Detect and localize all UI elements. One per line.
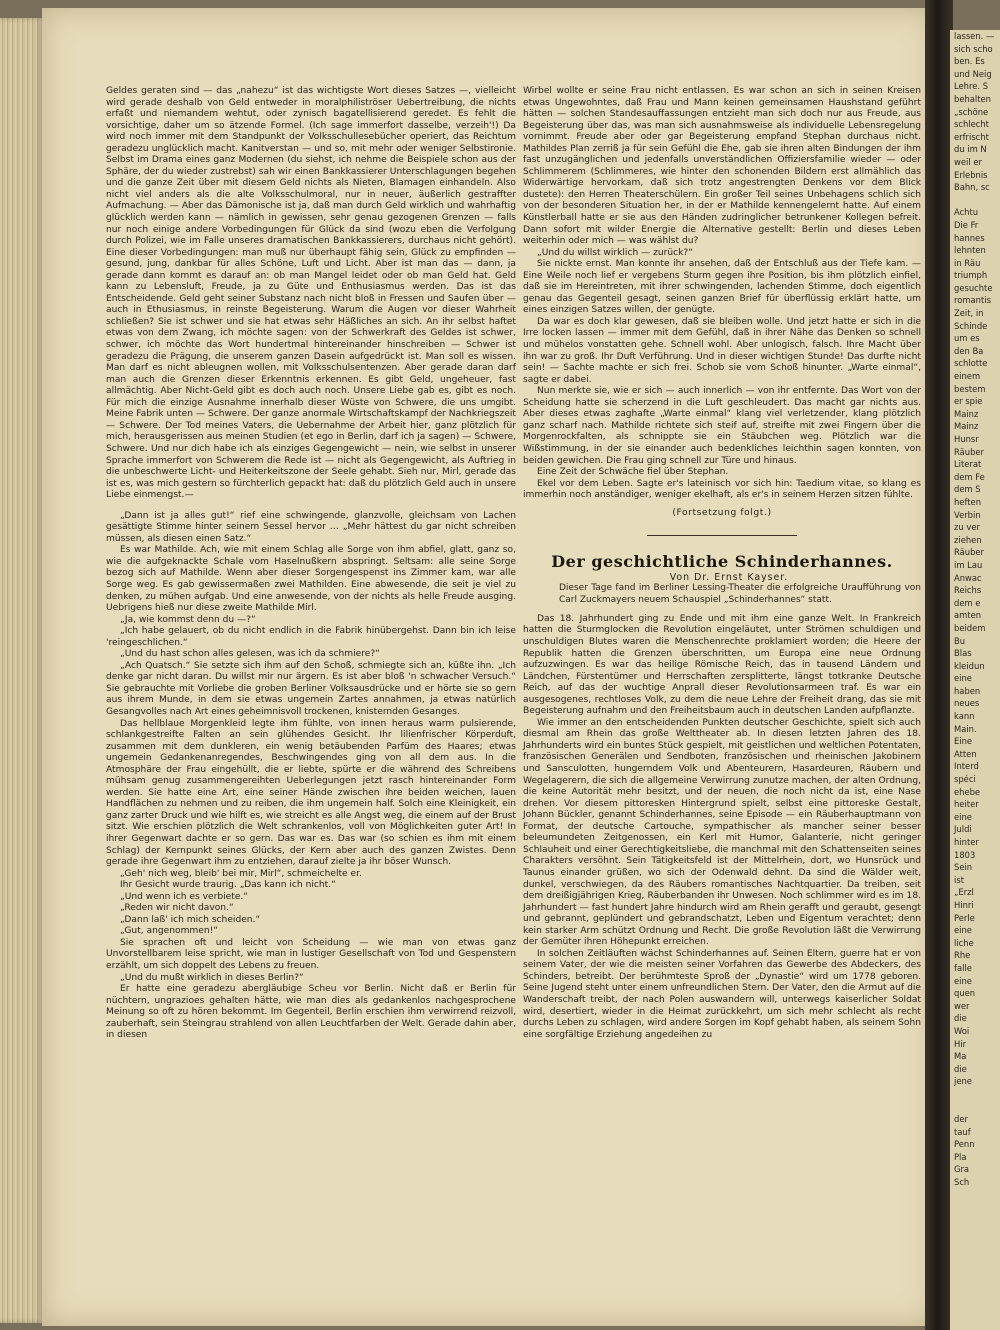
paragraph: „Dann ist ja alles gut!“ rief eine schwingende, glanzvolle, gleichsam von Lachen gesättigte Stimme hinter seinem Sessel hervor … „Mehr hättest du gar nicht schreiben müssen, als diesen einen Satz.“ <box>106 510 516 544</box>
next-page-line: Die Fr <box>954 219 979 230</box>
next-page-line: eine <box>954 925 972 936</box>
next-page-line: Blas <box>954 648 972 659</box>
right-column <box>523 86 921 1041</box>
next-page-line: dem Fe <box>954 471 985 482</box>
next-page-line: heften <box>954 496 982 507</box>
section-divider <box>647 535 797 536</box>
next-page-line: die <box>954 1063 967 1074</box>
next-page-line: quen <box>954 988 976 999</box>
next-page-line: Woi <box>954 1025 970 1036</box>
paragraph: „Dann laß' ich mich scheiden.“ <box>120 914 261 925</box>
article-title: Der geschichtliche Schinderhannes. <box>551 552 893 572</box>
next-page-line: Perle <box>954 912 975 923</box>
next-page-line: schlotte <box>954 358 988 369</box>
next-page-line: lassen. — <box>954 31 995 41</box>
paragraph: Sie sprachen oft und leicht von Scheidung — wie man von etwas ganz Unvorstellbarem leise spricht, wie man in lustiger Gesellschaft von Tod und Gespenstern erzählt, um sich doppelt des Lebens zu freuen. <box>106 937 516 972</box>
next-page-line: „Erzl <box>954 887 974 898</box>
next-page-line: den Ba <box>954 345 984 356</box>
paragraph: Wie immer an den entscheidenden Punkten deutscher Geschichte, spielt sich auch diesmal am Rhein das große Welttheater ab. In diesen letzten Jahren des 18. Jahrhunderts wird ein buntes Stück gespielt, mit geistlichen und weltlichen Potentaten, französischen Generälen und Sendboten, französischen und rheinischen Jakobinern und Sansculotten, hungerndem Volk und Abenteurern, Hasardeuren, Räubern und Wegelagerern, die sich die allgemeine Verwirrung zunutze machen, der alten Ordnung, die keine Autorität mehr besitzt, und der neuen, die noch nicht da ist, eine Nase drehen. Vor diesem pittoresken Hintergrund spielt, selbst eine pittoreske Gestalt, Johann Bückler, genannt Schinderhannes, seine Episode — ein Räuberhauptmann von Format, der deutsche Cartouche, sympathischer als mancher seiner besser beleumundeten Zeitgenossen, ein Kerl mit Humor, Galanterie, nicht geringer Schlauheit und einer Gerechtigkeitsliebe, die manchmal mit den Schattenseiten seines Charakters versöhnt. Sein Tätigkeitsfeld ist der Mittelrhein, dort, wo Hunsrück und Taunus einander grüßen, wo sich der Odenwald dehnt. Da sind die Wälder weit, dunkel, verschwiegen, da des Räubers romantisches Nachtquartier. Da treiben, seit dem dreißigjährigen Krieg, Räuberbanden ihr Unwesen. Noch schlimmer wird es im 18. Jahrhundert — fast hundert Jahre hindurch wird am Rhein gerafft und geraubt, gesengt und gebrannt, geplündert und gebrandschatzt, Leben und Eigentum verachtet; denn kein starker Arm schützt Ordnung und Recht. Die große Revolution läßt die Verwirrung der Gemüter ihren Höhepunkt erreichen. <box>523 717 921 948</box>
next-page-line: tauf <box>954 1126 971 1137</box>
next-page-line: dem S <box>954 484 981 495</box>
next-page-line: hannes <box>954 232 985 243</box>
next-page-line <box>950 1088 1000 1101</box>
next-page-line: kleidun <box>954 660 985 671</box>
next-page-line: zu ver <box>954 522 980 533</box>
next-page-line: Ma <box>954 1051 967 1062</box>
next-page-line: ben. Es <box>954 56 985 67</box>
next-page-line: eine <box>954 975 972 986</box>
next-page-line: Hinri <box>954 899 974 910</box>
paragraph: In solchen Zeitläuften wächst Schinderhannes auf. Seinen Eltern, guerre hat er von seinem Vater, der wie die meisten seiner Vorfahren das Gewerbe des Abdeckers, des Schinders, betreibt. Der berühmteste Sproß der „Dynastie“ wird um 1778 geboren. Seine Jugend steht unter einem unfreundlichen Stern. Der Vater, den die Armut auf die Wanderschaft treibt, der nach Polen auswandern will, unterwegs kaiserlicher Soldat wird, desertiert, wieder in die Heimat zurückkehrt, um sich mehr schlecht als recht durchs Leben zu schlagen, wird andere Sorgen im Kopf gehabt haben, als seinem Sohn eine sorgfältige Erziehung angedeihen zu <box>523 948 921 1040</box>
paragraph: „Gut, angenommen!“ <box>120 926 219 937</box>
next-page-line: heiter <box>954 799 979 810</box>
next-page-line: Anwac <box>954 572 982 583</box>
next-page-line: amten <box>954 610 982 621</box>
next-page-line: Mainz <box>954 421 979 432</box>
book-gutter <box>925 0 953 1330</box>
next-page-line: haben <box>954 685 981 696</box>
next-page-line: Pla <box>954 1151 967 1162</box>
paragraph: Sie nickte ernst. Man konnte ihr ansehen, daß der Entschluß aus der Tiefe kam. — Eine Weile noch lief er vergebens Sturm gegen ihre Position, bis ihm plötzlich einfiel, daß sie im Hereintreten, mit ihrer schwingenden, lachenden Stimme, doch eigentlich genau das Gegenteil gesagt, seinen ganzen Brief für überflüssig erklärt hatte, um eines einzigen Satzes willen, der genügte. <box>523 259 921 316</box>
next-page-line: romantis <box>954 295 991 306</box>
next-page-line: dem e <box>954 597 981 608</box>
paragraph: Er hatte eine geradezu abergläubige Scheu vor Berlin. Nicht daß er Berlin für nüchtern, ungrazioes gehalten hätte, wie man dies als gedankenlos nachgesprochene Meinung so oft zu hören bekommt. Im Gegenteil, Berlin erschien ihm verwirrend reizvoll, zauberhaft, sein Steingrau strahlend von allen Leuchtfarben der Welt. Gerade dahin aber, in diesen <box>106 984 516 1041</box>
paragraph: „Ach Quatsch.“ Sie setzte sich ihm auf den Schoß, schmiegte sich an, küßte ihn. „Ich denke gar nicht daran. Du willst mir nur ärgern. Es ist aber bloß 'n schwacher Versuch.“ Sie gebrauchte mit Vorliebe die groben Berliner Volksausdrücke und er hörte sie so gern aus ihrem Munde, in dem sie etwas ungemein Zartes annahmen, ja etwas natürlich Gesangvolles nach Art eines geheimnisvoll trockenen, knisternden Gesanges. <box>106 660 516 717</box>
next-page-line: beidem <box>954 622 986 633</box>
next-page-line: Main. <box>954 723 977 734</box>
next-page-line: Sch <box>954 1177 970 1188</box>
next-page-line <box>950 194 1000 207</box>
paragraph: „Geh' nich weg, bleib' bei mir, Mirl“, schmeichelte er. <box>120 868 362 879</box>
next-page-line: Reichs <box>954 585 982 596</box>
next-page-line: Bahn, sc <box>954 182 990 193</box>
next-page-line: Schinde <box>954 320 988 331</box>
next-page-line: liche <box>954 937 974 948</box>
next-page-line: gesuchte <box>954 282 993 293</box>
next-page-line <box>950 1100 1000 1113</box>
next-page-line: hinter <box>954 837 979 847</box>
paragraph: „Und wenn ich es verbiete.“ <box>120 891 249 902</box>
paragraph: Geldes geraten sind — das „nahezu“ ist das wichtigste Wort dieses Satzes —, vielleicht wird gerade deshalb von Geld entweder in moralphiliströser Uebertreibung, die nichts erfaßt und niemandem wehtut, oder zynisch bagatellisierend geredet. Es fehlt die vorsichtige, daher um so ätzende Formel. (Ich sage immerfort dasselbe, verzeih'!) Da wird noch immer mit dem Standpunkt der Volksschullesebücher operiert, das Reichtum geradezu unglücklich macht. Kanitverstan — und so, mit mehr oder weniger Selbstironie. Selbst im Drama eines ganz Modernen (du siehst, ich nehme die Beispiele schon aus der Sphäre, der du wieder zustrebst) sah wir einen Bankkassierer Unterschlagungen begehen und die ganze Zeit über mit diesem Geld nichts als Nieten, Blamagen einhandeln. Also nicht viel anders als die alte Volksschulmoral, nur in neuer, äußerlich gestraffter Aufmachung. — Aber das Dämonische ist ja, daß man durch Geld wirklich und wahrhaftig glücklich werden kann — nämlich in gewissen, sehr genau gezogenen Grenzen — falls nur noch einige andere Vorbedingungen für Glück da sind (wozu eben die Verfolgung durch Polizei, wie im Falle unseres dramatischen Bankkassierers, durchaus nicht gehört). Eine dieser Vorbedingungen: man muß nur überhaupt fähig sein, Glück zu empfinden — gesund, jung, dankbar für alles Schöne, Luft und Licht. Aber ist man das — dann, ja gerade dann kommt es darauf an: ob man Mangel leidet oder ob man Geld hat. Geld kann zu Lebensluft, Freude, ja zu Güte und Enthusiasmus werden. Das ist das Entscheidende. Geld geht seiner Substanz nach nicht bloß in Fressen und Saufen über — auch in Ethusiasmus, in reinste Begeisterung. Warum die Augen vor dieser Wahrheit schließen? Sie ist schwer und sie hat etwas sehr Häßliches an sich. An ihr selbst haftet etwas von dem Zwang, ich möchte sagen: von der Schwerkraft des Geldes ist schwer, schwer, ich möchte das Wort hundertmal hintereinander hinschreiben — Schwer ist geradezu die Prägung, die unserem ganzen Dasein aufgedrückt ist. Man soll es wissen. Man darf es nicht ableugnen wollen, mit Volksschulsentenzen. Aber gerade daran darf man auch die Grenzen dieser Erkenntnis erkennen. Es gibt Geld, ungeheuer, fast allmächtig. Aber Nicht-Geld gibt es doch auch noch. Unsere Liebe gab es, gibt es noch. Für mich die einzige Ausnahme innerhalb dieser Wüste von Schwere, die uns umgibt. Meine Fabrik unten — Schwere. Der ganze anormale Wirtschaftskampf der Nachkriegszeit — Schwere. Der Tod meines Vaters, die Uebernahme der Arbeit hier, ganz plötzlich für mich, herausgerissen aus meinen Studien (et ego in Berlin, darf ich ja sagen) — Schwere, Schwere. Und nur dich habe ich als einziges Gegengewicht — nein, wie selbst in unserer Sprache immerfort von Schwerem die Rede ist — nicht als Gegengewicht, als Auftrieg in die unbeschwerte Licht- und Heiterkeitszone der Seele gehabt. Sieh nur, Mirl, gerade das ist es, was mich gestern so fürchterlich gepackt hat: daß du plötzlich Geld auch in unsere Liebe einmengst.— <box>106 86 516 501</box>
next-page-fragment <box>950 30 1000 1330</box>
continuation-note: (Fortsetzung folgt.) <box>672 507 772 518</box>
left-column <box>106 86 516 1042</box>
next-page-line: und Neig <box>954 68 992 79</box>
page-edges <box>0 18 44 1323</box>
paragraph: Es war Mathilde. Ach, wie mit einem Schlag alle Sorge von ihm abfiel, glatt, ganz so, wie die aufgeknackte Schale vom Haselnußkern abspringt. Seltsam: alle seine Sorge bezog sich auf Mathilde. Wenn aber dieser Sorgengespenst ins Zimmer kam, war alle Sorge weg. Es gab gewissermaßen zwei Mathilden. Eine abwesende, die seit je viel zu denken, zu mühen aufgab. Und eine anwesende, von der nichts als helle Freude ausging. Uebrigens hieß nur diese zweite Mathilde Mirl. <box>106 545 516 614</box>
next-page-line: du im N <box>954 144 987 155</box>
next-page-line: weil er <box>954 156 982 167</box>
next-page-line: Räuber <box>954 446 984 457</box>
article-byline: Von Dr. Ernst Kayser. <box>669 571 789 583</box>
next-page-line: ist <box>954 874 964 885</box>
next-page-line: Erlebnis <box>954 169 988 180</box>
next-page-line: einem <box>954 371 981 382</box>
next-page-line: jene <box>954 1076 972 1087</box>
paragraph: Ihr Gesicht wurde traurig. „Das kann ich nicht.“ <box>120 880 336 891</box>
next-page-line: erfrischt <box>954 131 989 142</box>
next-page-line: Hir <box>954 1038 967 1049</box>
next-page-line: Hunsr <box>954 434 979 444</box>
paragraph: Das 18. Jahrhundert ging zu Ende und mit ihm eine ganze Welt. In Frankreich hatten die Sturmglocken die Revolution eingeläutet, unter Strömen schuldigen und unschuldigen Blutes waren die Menschenrechte proklamiert worden; die Heere der Republik hatten die Grenzen überschritten, um Europa eine neue Ordnung aufzuzwingen. Es war das heilige Römische Reich, das in tausend Ländern und Ländchen, Fürstentümer und Herrschaften zersplitterte, längst totkranke Deutsche Reich, auf das der wuchtige Anprall dieser Revolutionsarmeen traf. Es war ein ausgesogenes, rechtloses Volk, zu dem die neue Lehre der Freiheit drang, das sie mit Begeisterung aufnahm und den Freiheitsbaum auch in deutschen Landen aufpflanzte. <box>523 613 921 717</box>
next-page-line: lehnten <box>954 245 986 256</box>
next-page-line: Juldi <box>954 824 972 835</box>
next-page-line: kann <box>954 711 975 722</box>
next-page-line: schlecht <box>954 119 989 130</box>
next-page-line: Bu <box>954 635 966 646</box>
next-page-line: eine <box>954 673 972 684</box>
next-page-line: Interd <box>954 761 979 772</box>
next-page-line: eine <box>954 811 972 822</box>
next-page-line: ehebe <box>954 786 981 797</box>
paragraph: „Und du mußt wirklich in dieses Berlin?“ <box>120 972 304 983</box>
paragraph: Eine Zeit der Schwäche fiel über Stephan. <box>537 467 729 478</box>
paragraph: „Reden wir nicht davon.“ <box>120 903 234 914</box>
next-page-line: er spie <box>954 396 983 407</box>
next-page-line: ziehen <box>954 534 982 545</box>
next-page-line: im Lau <box>954 559 983 570</box>
paragraph: „Ich habe gelauert, ob du nicht endlich in die Fabrik hinübergehst. Dann bin ich leise 'reingeschlichen.“ <box>106 626 516 648</box>
next-page-line: Atten <box>954 748 977 759</box>
next-page-line: Penn <box>954 1139 975 1150</box>
paragraph: „Und du willst wirklich — zurück?“ <box>537 247 693 258</box>
next-page-line: triumph <box>954 270 988 281</box>
paragraph: „Und du hast schon alles gelesen, was ich da schmiere?“ <box>120 649 380 660</box>
next-page-line: Verbin <box>954 509 981 520</box>
next-page-line: Zeit, in <box>954 308 984 319</box>
next-page-line: in Räu <box>954 257 981 268</box>
paragraph: Wirbel wollte er seine Frau nicht entlassen. Es war schon an sich in seinen Kreisen etwas Ungewohntes, daß Frau und Mann keinen gemeinsamen Haushstand geführt hätten — solchen Standesauffassungen entzieht man sich doch nur aus Freude, aus Begeisterung über das, was man sich ausnahmsweise als individuelle Lebensregelung vornimmt. Freude aber oder gar Begeisterung empfand Stephan durchaus nicht. Mathildes Plan zerriß ja für sein Gefühl die Ehe, gab sie ihren alten Bindungen der ihm fast unzugänglichen und jedenfalls unverständlichen Offiziersfamilie wieder — oder Schlimmerem (Schlimmeres, wie hinter den schonenden Bildern erst allmählich das Widerwärtige hervorkam, daß sich trotz angestrengten Denkens vor dem Blick dustete): den Herren Theaterschülern. Ein großer Teil seines Unbehagens schlich sich von der besonderen Situation her, in der er Mathilde kennengelernt hatte. Auf einem Künstlerball hatte er sie aus den Händen zudringlicher betrunkener Kollegen befreit. Dann sofort mit wilder Energie die Alternative gestellt: Berlin und dieses Leben weiterhin oder mich — was wählst du? <box>523 86 921 247</box>
next-page-line: behalten <box>954 93 991 104</box>
paragraph: Das hellblaue Morgenkleid legte ihm fühlte, von innen heraus warm pulsierende, schlankgestreifte Falten an sein glühendes Gesicht. Ihr lilienfrischer Körperduft, zusammen mit dem dunkleren, ein wenig betäubenden Parfüm des Haares; etwas ungemein Gedankenanregendes, Beschwingendes ging von all dem aus. In die Atmosphäre der Frau eingehüllt, die er liebte, spürte er die während des Schreibens mühsam genug zusammengereihten Ueberlegungen jetzt rasch hintereinander Form werden. Sie hatte eine Art, eine seiner Hände zwischen ihre beiden weichen, lauen Handflächen zu nehmen und zu reiben, die ihm ungemein half. Solch eine Kleinigkeit, ein ganz zarter Druck und wie hilft es, wie streicht es alle Angst weg, die einem auf der Brust sitzt. Wie erschien plötzlich die Welt schrankenlos, voll von Möglichkeiten guter Art! In ihrer Gegenwart dachte er so gern. Das war es. Das war (so schien es ihm mit einem Schlag) der Kernpunkt seines Glücks, der Kern aber auch des ganzen Zwistes. Denn gerade ihre Gegenwart ihm zu entziehen, darauf zielte ja ihr böser Wunsch. <box>106 718 516 868</box>
next-page-line: spéci <box>954 774 976 785</box>
next-page-line: Räuber <box>954 547 984 558</box>
next-page-line: der <box>954 1114 968 1125</box>
next-page-line: 1803 <box>954 849 976 860</box>
next-page-line: neues <box>954 698 980 709</box>
next-page-line: die <box>954 1013 967 1024</box>
paragraph: Nun merkte sie, wie er sich — auch innerlich — von ihr entfernte. Das Wort von der Scheidung hatte sie scherzend in die Luft geschleudert. Das macht gar nichts aus. Aber dieses etwas zaghafte „Warte einmal“ klang viel verletzender, klang plötzlich ganz scharf nach. Mathilde richtete sich steif auf, streifte mit zwei Fingern über die Morgenrockfalten, als schnippte sie ein Stäubchen weg. Plötzlich war die Wißstimmung, in der sie einander auch bedenkliches leichthin sagen konnten, von beiden gewichen. Die Frau ging schnell zur Türe und hinaus. <box>523 386 921 466</box>
next-page-line: wer <box>954 1000 970 1011</box>
next-page-line: um es <box>954 333 980 344</box>
next-page-line: sich scho <box>954 43 993 54</box>
next-page-line: Lehre. S <box>954 81 989 92</box>
next-page-line: Sein <box>954 862 973 873</box>
paragraph: Ekel vor dem Leben. Sagte er's lateinisch vor sich hin: Taedium vitae, so klang es immerhin noch anständiger, weniger ekelhaft, als er's in seinem Herzen sitzen fühlte. <box>523 478 921 501</box>
next-page-line: Rhe <box>954 950 971 961</box>
next-page-line: Gra <box>954 1164 970 1175</box>
next-page-line: „schöne <box>954 106 989 117</box>
next-page-line: bestem <box>954 383 986 394</box>
next-page-line: Literat <box>954 459 982 470</box>
next-page-line: Mainz <box>954 408 979 419</box>
next-page-line: falle <box>954 962 972 973</box>
paragraph: Da war es doch klar gewesen, daß sie bleiben wolle. Und jetzt hatte er sich in die Irre locken lassen — immer mit dem Gefühl, daß in ihrer Nähe das Denken so schnell und mühelos vonstatten gehe. Schnell wohl. Aber unlogisch, falsch. Ihre Macht über ihn war zu groß. Ihr Duft Verführung. Und in dieser wichtigen Stunde! Das durfte nicht sein! — Sachte machte er sich frei. Schob sie vom Schoß hinunter. „Warte einmal“, sagte er dabei. <box>523 316 921 385</box>
next-page-line: Eine <box>954 736 973 747</box>
article-intro: Dieser Tage fand im Berliner Lessing-Theater die erfolgreiche Uraufführung von Carl Zuckmayers neuem Schauspiel „Schinderhannes“ statt. <box>559 583 921 605</box>
next-page-line: Achtu <box>954 207 979 218</box>
paragraph: „Ja, wie kommst denn du —?“ <box>120 614 256 625</box>
